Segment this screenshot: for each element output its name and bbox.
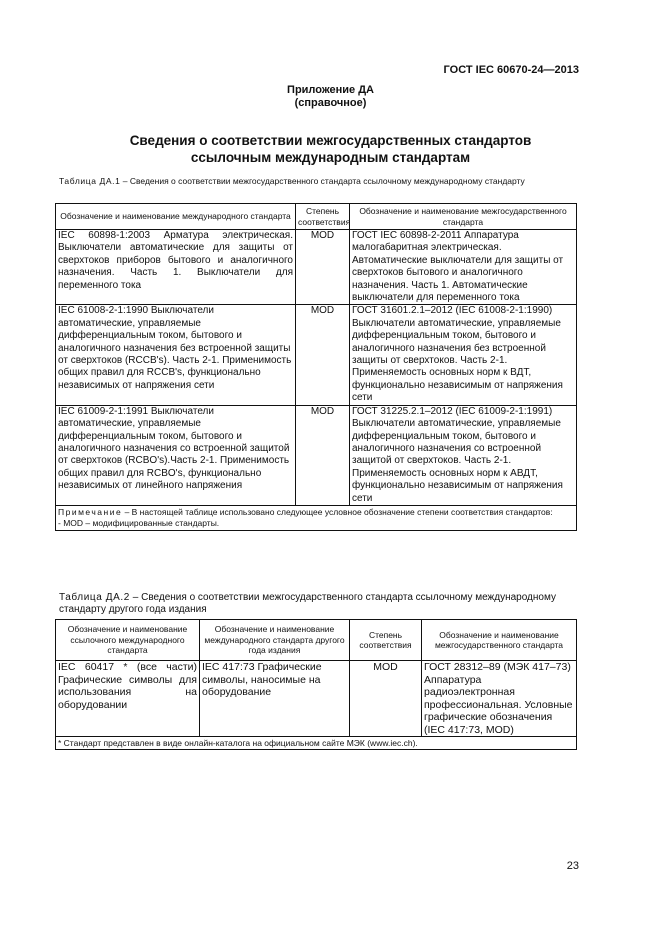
table2-header-row [56,620,577,661]
table1-cell-intl: IEC 61008-2-1:1990 Выключатели автоматические, управляемые дифференциальным током, бытового и аналогичного назначения без встроенной защиты от сверхтоков (RCCB's). Часть 2-1. Применимость общих правил для RCCB's, функционально независимых от напряжения сети [56,305,296,405]
document-title-line1: Сведения о соответствии межгосударственных стандартов [129,133,532,148]
document-title-line2: ссылочным международным стандартам [190,150,471,165]
table2 [55,619,577,750]
table1-header-intl: Обозначение и наименование международного стандарта [56,204,296,230]
table2-cell-interstate: ГОСТ 28312–89 (МЭК 417–73) Аппаратура радиоэлектронная профессиональная. Условные графические обозначения (IEC 417:73, MOD) [422,661,577,737]
table2-header-degree: Степень соответствия [350,620,422,661]
table1-cell-intl: IEC 60898-1:2003 Арматура электрическая. Выключатели автоматические для защиты от сверхтоков приборов бытового и аналогичного назначения. Часть 1. Выключатели для переменного тока [56,230,296,305]
appendix-subtitle: (справочное) [294,97,367,109]
table-row [56,230,577,305]
document-title [0,132,661,166]
table2-caption-text: – Сведения о соответствии межгосударственного стандарта ссылочному международному стандарту другого года издания [59,592,556,615]
table1-cell-degree: MOD [296,305,350,405]
table1-cell-degree: MOD [296,230,350,305]
table1-cell-intl: IEC 61009-2-1:1991 Выключатели автоматические, управляемые дифференциальным током, бытового и аналогичного назначения со встроенной защитой от сверхтоков (RCBO's).Часть 2-1. Применимость общих правил для RCBO's, функционально независимых от линейного напряжения [56,405,296,505]
table1-header-interstate: Обозначение и наименование межгосударственного стандарта [350,204,577,230]
table1-cell-interstate: ГОСТ 31225.2.1–2012 (IEC 61009-2-1:1991) Выключатели автоматические, управляемые дифференциальным током, бытового и аналогичного назначения со встроенной защитой от сверхтоков. Часть 2-1. Применяемость основных норм к АВДТ, функционально независимым от напряжения сети [350,405,577,505]
table2-footnote: * Стандарт представлен в виде онлайн-каталога на официальном сайте МЭК (www.iec.ch). [56,737,577,750]
table-row [56,405,577,505]
table2-cell-ref: IEC 60417 * (все части) Графические символы для использования на оборудовании [56,661,200,737]
table1-cell-interstate: ГОСТ 31601.2.1–2012 (IEC 61008-2-1:1990) Выключатели автоматические, управляемые дифференциальным током, бытового и аналогичного назначения без встроенной защиты от сверхтоков. Часть 2-1. Применяемость основных норм к ВДТ, функционально независимым от напряжения сети [350,305,577,405]
table1-cell-degree: MOD [296,405,350,505]
table1-note [56,505,577,530]
table1-note-text: – В настоящей таблице использовано следующее условное обозначение степени соответствия стандартов: [122,506,553,517]
table2-header-ref: Обозначение и наименование ссылочного международного стандарта [56,620,200,661]
table2-header-other: Обозначение и наименование международного стандарта другого года издания [200,620,350,661]
table1-note-row [56,505,577,530]
standard-id: ГОСТ IEC 60670-24—2013 [443,64,579,76]
table1-header-row [56,204,577,230]
table1-caption [59,176,579,187]
table-row [56,305,577,405]
table2-caption-name: Таблица ДА.2 [59,592,130,603]
page-number: 23 [566,860,579,872]
table2-cell-other: IEC 417:73 Графические символы, наносимые на оборудование [200,661,350,737]
table1-note-label: Примечание [58,506,123,517]
table2-header-interstate: Обозначение и наименование межгосударственного стандарта [422,620,577,661]
appendix-title: Приложение ДА [287,84,374,96]
table-row [56,661,577,737]
table1-header-degree: Степень соответствия [296,204,350,230]
table2-footnote-row [56,737,577,750]
table1 [55,203,577,531]
appendix-heading [0,84,661,110]
table1-caption-text: – Сведения о соответствии межгосударственного стандарта ссылочному международному стандарту [120,176,525,186]
table2-caption [59,592,579,616]
table1-note-item: - MOD – модифицированные стандарты. [58,518,220,529]
table1-cell-interstate: ГОСТ IEC 60898-2-2011 Аппаратура малогабаритная электрическая. Автоматические выключатели для защиты от сверхтоков бытового и аналогичного назначения. Часть 1. Автоматические выключатели для переменного тока [350,230,577,305]
table1-caption-name: Таблица ДА.1 [59,176,121,186]
table2-cell-degree: MOD [350,661,422,737]
